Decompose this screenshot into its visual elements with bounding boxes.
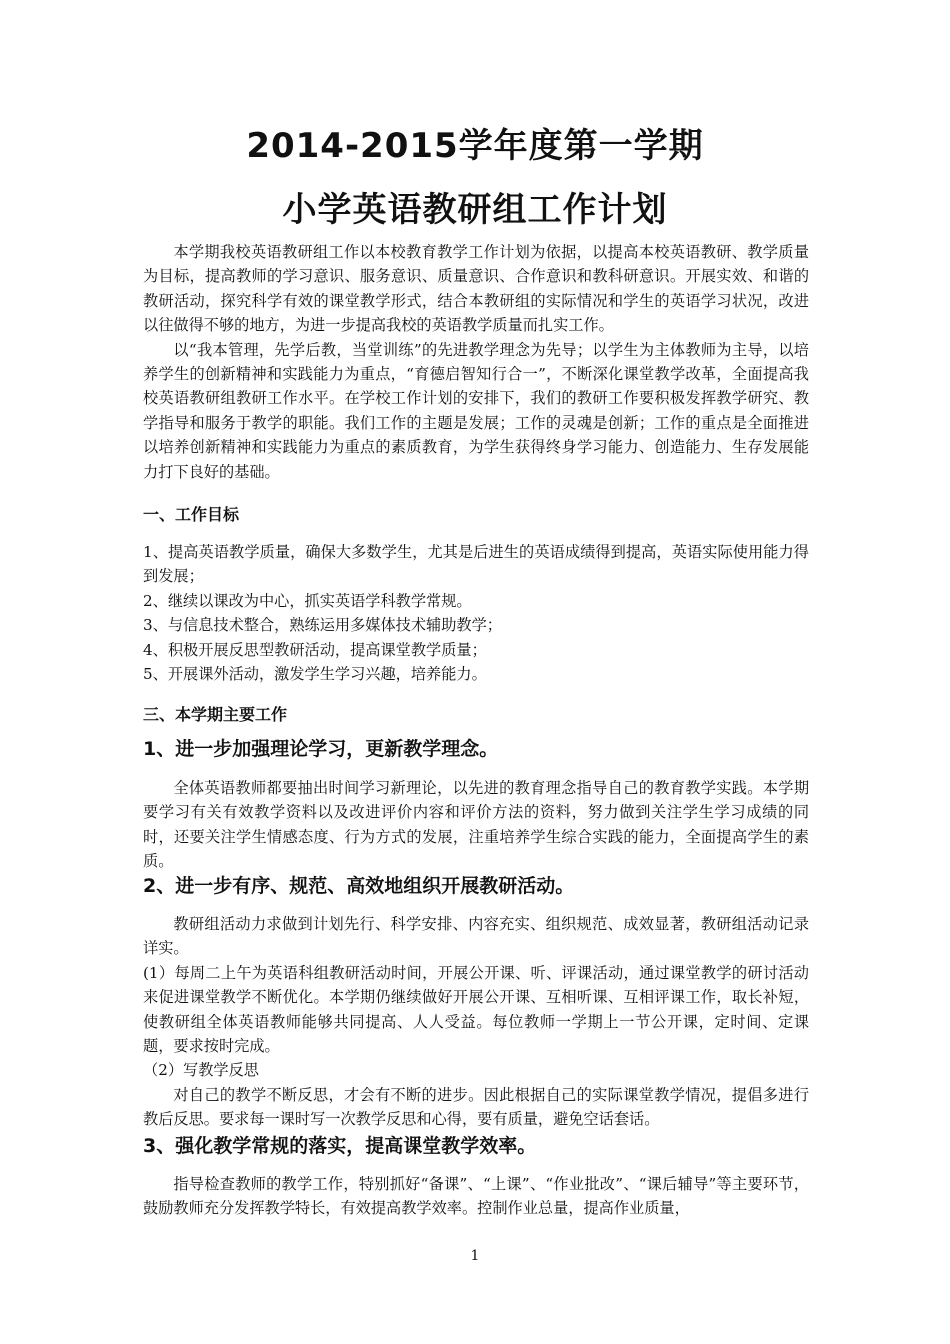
document-title-line2: 小学英语教研组工作计划 [282,190,668,230]
work-paragraph-1: 全体英语教师都要抽出时间学习新理论，以先进的教育理念指导自己的教育教学实践。本学期要学习有关有效教学资料以及改进评价内容和评价方法的资料，努力做到关注学生学习成绩的同时，还要关注学生情感态度、行为方式的发展，注重培养学生综合实践的能力，全面提高学生的素质。 [143,779,809,871]
work-paragraph-2: 教研组活动力求做到计划先行、科学安排、内容充实、组织规范、成效显著，教研组活动记录详实。 [143,915,809,958]
page-number: 1 [470,1248,480,1264]
work-item-1 [143,737,809,761]
work-subitem-2-text: 对自己的教学不断反思，才会有不断的进步。因此根据自己的实际课堂教学情况，提倡多进行教后反思。要求每一课时写一次教学反思和心得，要有质量，避免空话套话。 [143,1085,809,1129]
work-subitem-1: (1）每周二上午为英语科组教研活动时间，开展公开课、听、评课活动，通过课堂教学的研讨活动来促进课堂教学不断优化。本学期仍继续做好开展公开课、互相听课、互相评课工作，取长补短，使教研组全体英语教师能够共同提高、人人受益。每位教师一学期上一节公开课，定时间、定课题，要求按时完成。 [143,963,809,1056]
work-paragraph-3: 指导检查教师的教学工作，特别抓好“备课”、“上课”、“作业批改”、“课后辅导”等主要环节，鼓励教师充分发挥教学特长，有效提高教学效率。控制作业总量，提高作业质量， [143,1175,809,1218]
goal-item: 1、提高英语教学质量，确保大多数学生，尤其是后进生的英语成绩得到提高，英语实际使用能力得到发展； [143,543,809,586]
work-item-2 [143,874,809,898]
document-title-line1: 2014-2015学年度第一学期 [246,126,704,166]
work-item-3-body [143,1172,809,1221]
work-heading-3: 3、强化教学常规的落实，提高课堂教学效率。 [143,1135,537,1157]
goal-item: 5、开展课外活动，激发学生学习兴趣，培养能力。 [143,665,487,684]
goals-list [143,540,809,686]
work-heading-2: 2、进一步有序、规范、高效地组织开展教研活动。 [143,875,575,897]
intro-paragraph-1: 本学期我校英语教研组工作以本校教育教学工作计划为依据，以提高本校英语教研、教学质量为目标，提高教师的学习意识、服务意识、质量意识、合作意识和教科研意识。开展实效、和谐的教研活动，探究科学有效的课堂教学形式，结合本教研组的实际情况和学生的英语学习状况，改进以往做得不够的地方，为进一步提高我校的英语教学质量而扎实工作。 [143,243,809,335]
section-heading-goals: 一、工作目标 [143,505,240,524]
intro-block [143,240,809,484]
section-goals [143,503,809,527]
intro-paragraph-2: 以“我本管理，先学后教，当堂训练”的先进教学理念为先导；以学生为主体教师为主导，以培养学生的创新精神和实践能力为重点，“育德启智知行合一”，不断深化课堂教学改革，全面提高我校英语教研组教研工作水平。在学校工作计划的安排下，我们的教研工作要积极发挥教学研究、教学指导和服务于教学的职能。我们工作的主题是发展；工作的灵魂是创新；工作的重点是全面推进以培养创新精神和实践能力为重点的素质教育，为学生获得终身学习能力、创造能力、生存发展能力打下良好的基础。 [143,340,809,481]
work-item-3 [143,1134,809,1158]
work-item-2-body [143,912,809,1132]
section-main-work [143,703,809,727]
work-heading-1: 1、进一步加强理论学习，更新教学理念。 [143,738,499,760]
section-heading-main-work: 三、本学期主要工作 [143,705,288,724]
work-subitem-2-label: （2）写教学反思 [143,1061,259,1080]
goal-item: 4、积极开展反思型教研活动，提高课堂教学质量； [143,640,487,659]
goal-item: 3、与信息技术整合，熟练运用多媒体技术辅助教学； [143,616,502,635]
work-item-1-body [143,776,809,874]
goal-item: 2、继续以课改为中心，抓实英语学科教学常规。 [143,591,472,610]
